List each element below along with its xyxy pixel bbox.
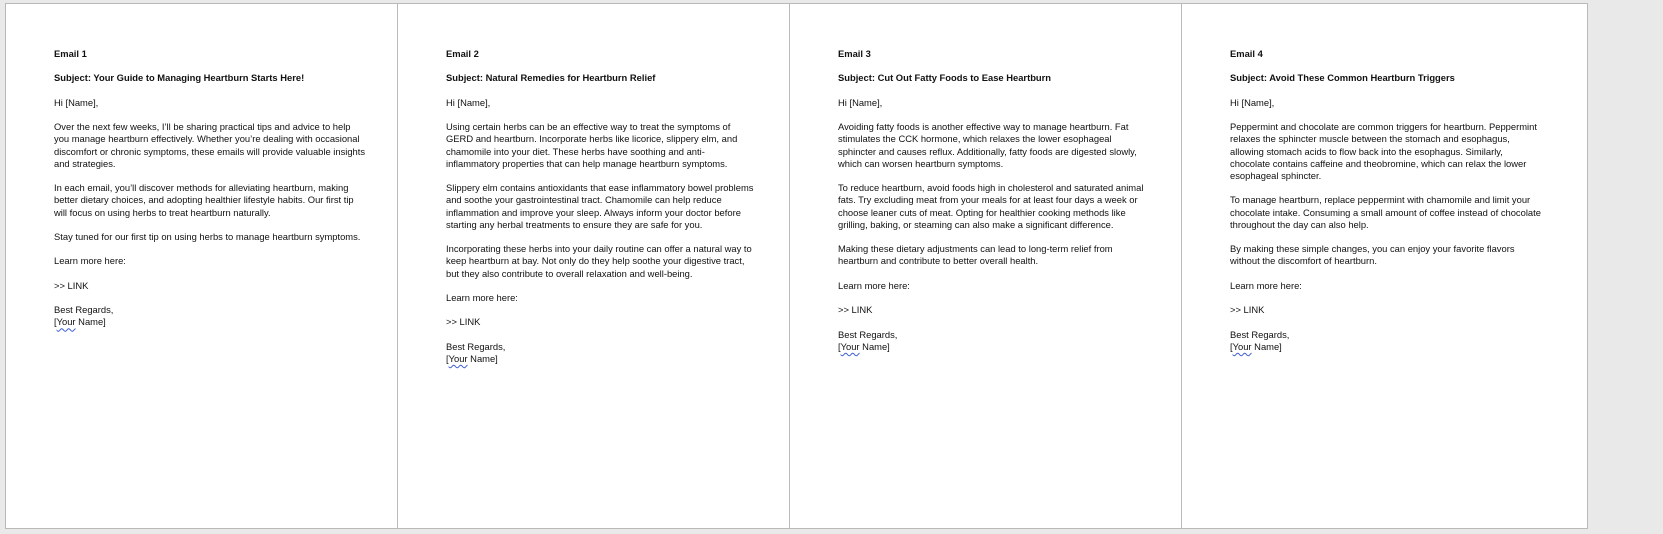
email-paragraph: Using certain herbs can be an effective way to treat the symptoms of GERD and heartburn. Incorporate herbs like licorice, slippery elm, and chamomile into your diet. These herbs have soothing and anti-inflammatory properties that can help manage heartburn symptoms.	[446, 121, 738, 169]
learn-more-text: Learn more here:	[446, 291, 518, 303]
email-paragraph: Stay tuned for our first tip on using herbs to manage heartburn symptoms.	[54, 230, 361, 242]
email-subject: Subject: Natural Remedies for Heartburn Relief	[446, 72, 656, 84]
email-signature	[838, 341, 1150, 353]
signature-name: Name]	[1251, 340, 1282, 352]
document-page-3	[789, 3, 1196, 529]
email-greeting: Hi [Name],	[446, 96, 491, 108]
email-link: >> LINK	[1230, 304, 1265, 316]
email-subject: Subject: Avoid These Common Heartburn Triggers	[1230, 72, 1455, 84]
email-paragraph: To manage heartburn, replace peppermint with chamomile and limit your chocolate intake. Consuming a small amount of coffee instead of chocolate throughout the day can also help.	[1230, 194, 1541, 230]
email-paragraph: To reduce heartburn, avoid foods high in cholesterol and saturated animal fats. Try excluding meat from your meals for at least four days a week or choose leaner cuts of meat. Opting for healthier cooking methods like grilling, baking, or steaming can also make a significant difference.	[838, 182, 1144, 230]
signature-name: Name]	[75, 316, 106, 328]
email-signature	[446, 353, 758, 365]
email-1-content[interactable]	[54, 48, 366, 329]
signature-bracket: [	[1230, 340, 1233, 352]
spellcheck-word: Your	[56, 316, 76, 328]
email-closing: Best Regards,	[1230, 328, 1290, 340]
email-paragraph: Slippery elm contains antioxidants that ease inflammatory bowel problems and soothe your gastrointestinal tract. Chamomile can help reduce inflammation and improve your sleep. Always inform your doctor before starting any herbal treatments to ensure they are safe for you.	[446, 182, 754, 230]
email-link: >> LINK	[54, 279, 89, 291]
email-subject: Subject: Your Guide to Managing Heartburn Starts Here!	[54, 72, 305, 84]
document-page-2	[397, 3, 804, 529]
email-greeting: Hi [Name],	[54, 96, 99, 108]
signature-name: Name]	[859, 340, 890, 352]
email-closing: Best Regards,	[838, 328, 898, 340]
signature-bracket: [	[838, 340, 841, 352]
spellcheck-word: Your	[1232, 340, 1252, 352]
email-label: Email 3	[838, 48, 871, 59]
learn-more-text: Learn more here:	[1230, 279, 1302, 291]
signature-bracket: [	[446, 352, 449, 364]
email-3-content[interactable]	[838, 48, 1150, 353]
email-link: >> LINK	[446, 316, 481, 328]
learn-more-text: Learn more here:	[54, 255, 126, 267]
email-link: >> LINK	[838, 304, 873, 316]
email-closing: Best Regards,	[446, 340, 506, 352]
email-paragraph: By making these simple changes, you can enjoy your favorite flavors without the discomfort of heartburn.	[1230, 243, 1515, 267]
email-greeting: Hi [Name],	[1230, 96, 1275, 108]
document-page-4	[1181, 3, 1588, 529]
email-paragraph: In each email, you’ll discover methods for alleviating heartburn, making better dietary choices, and adopting healthier lifestyle habits. Our first tip will focus on using herbs to treat heartburn naturally.	[54, 182, 354, 218]
email-label: Email 4	[1230, 48, 1263, 59]
document-page-1	[5, 3, 412, 529]
email-greeting: Hi [Name],	[838, 96, 883, 108]
learn-more-text: Learn more here:	[838, 279, 910, 291]
email-paragraph: Avoiding fatty foods is another effective way to manage heartburn. Fat stimulates the CCK hormone, which relaxes the lower esophageal sphincter and causes reflux. Additionally, fatty foods are digested slowly, which can worsen heartburn symptoms.	[838, 121, 1137, 169]
spellcheck-word: Your	[448, 352, 468, 364]
spellcheck-word: Your	[840, 340, 860, 352]
email-2-content[interactable]	[446, 48, 758, 365]
email-paragraph: Peppermint and chocolate are common triggers for heartburn. Peppermint relaxes the sphincter muscle between the stomach and esophagus, allowing stomach acids to flow back into the esophagus. Similarly, chocolate contains caffeine and theobromine, which can relax the lower esophageal sphincter.	[1230, 121, 1537, 181]
signature-bracket: [	[54, 316, 57, 328]
email-paragraph: Over the next few weeks, I’ll be sharing practical tips and advice to help you manage heartburn effectively. Whether you’re dealing with occasional discomfort or chronic symptoms, these emails will provide valuable insights and strategies.	[54, 121, 366, 169]
email-closing: Best Regards,	[54, 304, 114, 316]
email-label: Email 2	[446, 48, 479, 59]
email-signature	[1230, 341, 1542, 353]
email-4-content[interactable]	[1230, 48, 1542, 353]
email-paragraph: Making these dietary adjustments can lead to long-term relief from heartburn and contribute to better overall health.	[838, 243, 1113, 267]
email-label: Email 1	[54, 48, 87, 59]
signature-name: Name]	[467, 352, 498, 364]
email-paragraph: Incorporating these herbs into your daily routine can offer a natural way to keep heartburn at bay. Not only do they help soothe your digestive tract, but they also contribute to overall relaxation and well-being.	[446, 243, 752, 279]
email-signature	[54, 316, 366, 328]
email-subject: Subject: Cut Out Fatty Foods to Ease Heartburn	[838, 72, 1052, 84]
